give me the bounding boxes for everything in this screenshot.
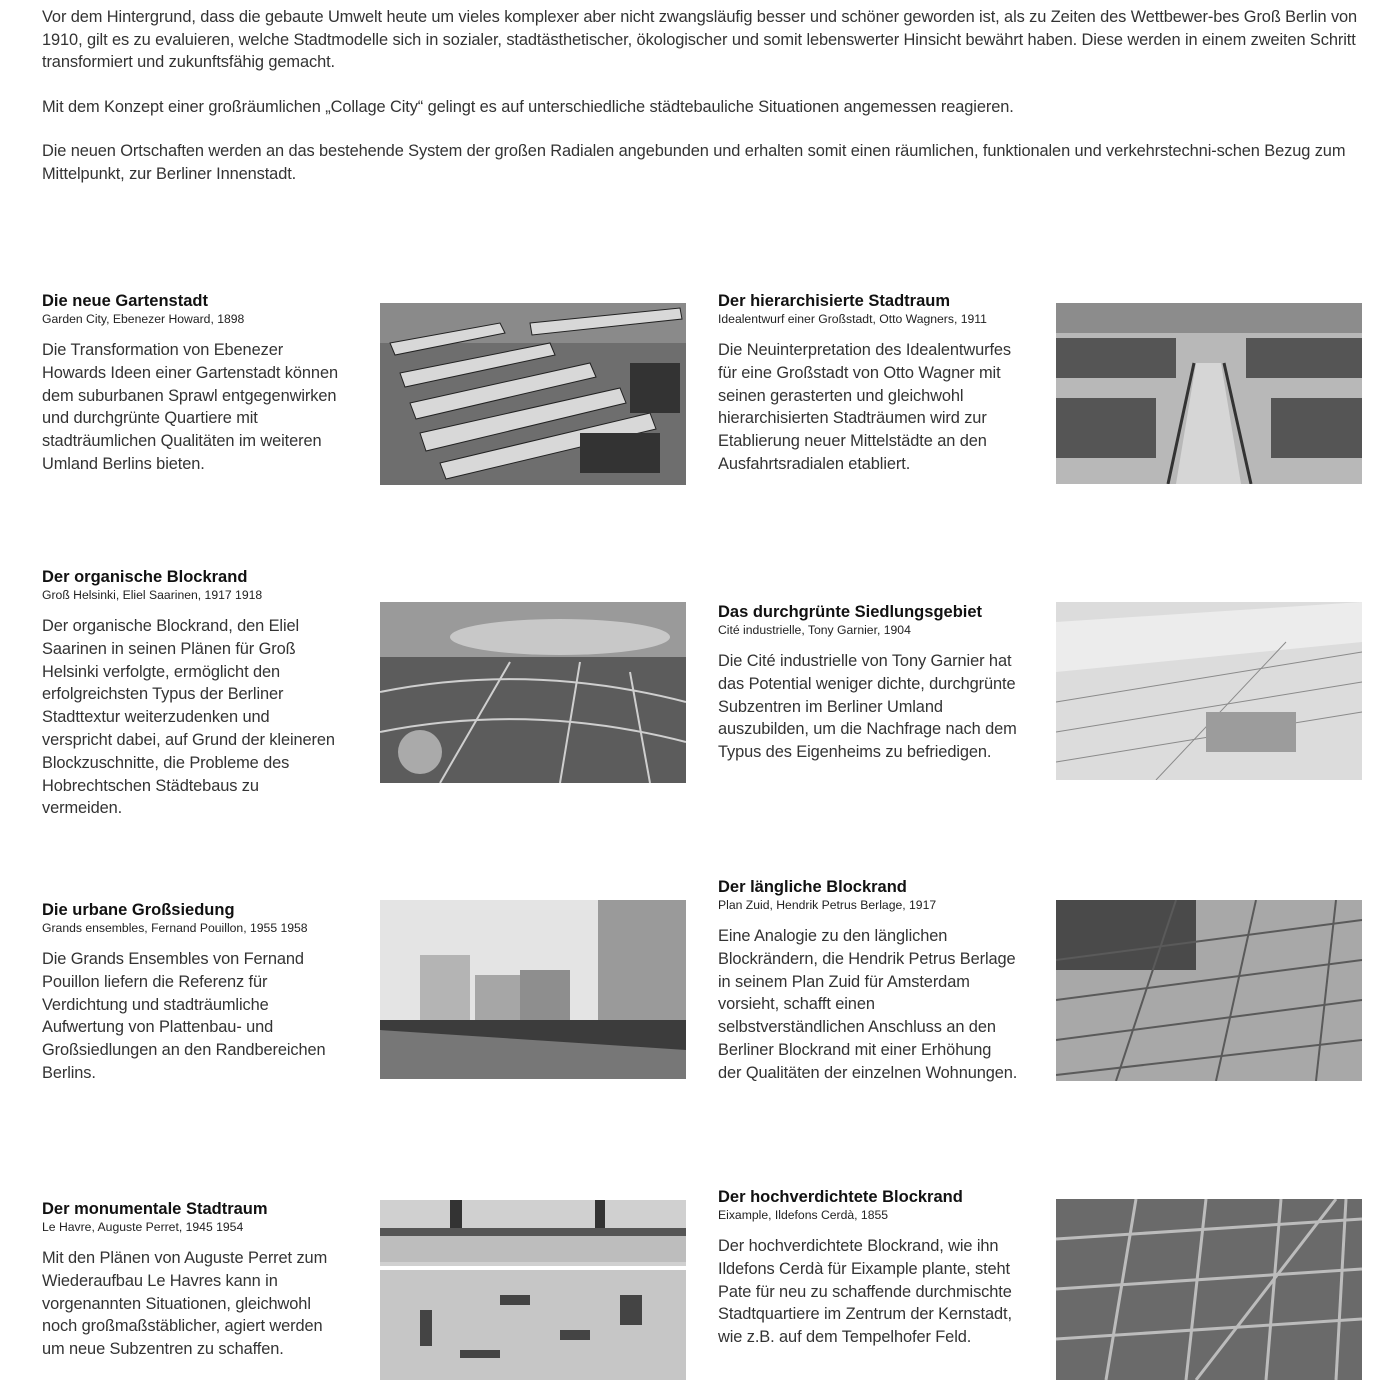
entry-subtitle: Idealentwurf einer Großstadt, Otto Wagners, 1911 [718,312,987,326]
intro-paragraph-3: Die neuen Ortschaften werden an das bestehende System der großen Radialen angebunden und erhalten somit einen räumlichen, funktionalen und verkehrstechni-schen Bezug zum Mittelpunkt, zur Berliner Innenstadt. [42,142,1346,183]
entry-title: Die neue Gartenstadt [42,292,208,310]
entry-title: Der hochverdichtete Blockrand [718,1188,963,1206]
entry-description: Mit den Plänen von Auguste Perret zum Wiederaufbau Le Havres kann in vorgenannten Situationen, gleichwohl noch großmaßstäblicher, agiert werden um neue Subzentren zu schaffen. [42,1249,328,1359]
entry-organische-blockrand [42,567,342,820]
entry-description: Der organische Blockrand, den Eliel Saarinen in seinen Plänen für Groß Helsinki verfolgte, ermöglicht den erfolgreichsten Typus der Berliner Stadttextur weiterzudenken und verspricht dabei, auf Grund der kleineren Blockzuschnitte, die Probleme des Hobrechtschen Städtebaus zu vermeiden. [42,617,335,818]
photo-garden-city-aerial [380,303,686,485]
entry-subtitle: Garden City, Ebenezer Howard, 1898 [42,312,245,326]
entry-title: Der hierarchisierte Stadtraum [718,292,951,310]
entry-title: Der längliche Blockrand [718,878,907,896]
entry-subtitle: Le Havre, Auguste Perret, 1945 1954 [42,1220,244,1234]
entry-subtitle: Cité industrielle, Tony Garnier, 1904 [718,623,911,637]
photo-le-havre [380,1200,686,1380]
photo-plan-zuid [1056,900,1362,1081]
entry-title: Der monumentale Stadtraum [42,1200,268,1218]
entry-description: Die Cité industrielle von Tony Garnier hat das Potential weniger dichte, durchgrünte Subzentren im Berliner Umland auszubilden, um die Nachfrage nach dem Typus des Eigenheims zu befriedigen. [718,652,1017,762]
photo-wagner-ideal-city [1056,303,1362,484]
entry-monumentale-stadtraum [42,1199,342,1361]
photo-grands-ensembles [380,900,686,1079]
entry-title: Die urbane Großsiedung [42,901,235,919]
entry-durchgruente-siedlungsgebiet [718,602,1018,764]
entry-description: Eine Analogie zu den länglichen Blockrändern, die Hendrik Petrus Berlage in seinem Plan Zuid für Amsterdam vorsieht, schafft einen selbstverständlichen Anschluss an den Berliner Blockrand mit einer Erhöhung der Qualitäten der einzelnen Wohnungen. [718,927,1018,1082]
entry-description: Die Grands Ensembles von Fernand Pouillon liefern die Referenz für Verdichtung und stadträumliche Aufwertung von Plattenbau- und Großsiedlungen an den Randbereichen Berlins. [42,950,326,1082]
intro-text [42,6,1358,208]
entry-gartenstadt [42,291,342,476]
entry-description: Die Neuinterpretation des Idealentwurfes für eine Großstadt von Otto Wagner mit seinen gerasterten und gleichwohl hierarchisierten Stadträumen wird zur Etablierung neuer Mittelstädte an den Ausfahrtsradialen etabliert. [718,341,1012,473]
entry-laengliche-blockrand [718,877,1018,1085]
photo-cite-industrielle [1056,602,1362,780]
entry-urbane-grosssiedung [42,900,342,1085]
intro-paragraph-1: Vor dem Hintergrund, dass die gebaute Umwelt heute um vieles komplexer aber nicht zwangsläufig besser und schöner geworden ist, als zu Zeiten des Wettbewer-bes Groß Berlin von 1910, gilt es zu evaluieren, welche Stadtmodelle sich in sozialer, stadtästhetischer, ökologischer und somit lebenswerter Hinsicht bewährt haben. Diese werden in einem zweiten Schritt transformiert und zukunftsfähig gemacht. [42,8,1358,72]
intro-paragraph-2: Mit dem Konzept einer großräumlichen „Collage City“ gelingt es auf unterschiedliche städtebauliche Situationen angemessen reagieren. [42,97,1014,116]
entry-description: Der hochverdichtete Blockrand, wie ihn Ildefons Cerdà für Eixample plante, steht Pate für neu zu schaffende durchmischte Stadtquartiere im Zentrum der Kernstadt, wie z.B. auf dem Tempelhofer Feld. [718,1237,1012,1347]
photo-eixample [1056,1199,1362,1380]
entry-title: Das durchgrünte Siedlungsgebiet [718,603,983,621]
entry-subtitle: Groß Helsinki, Eliel Saarinen, 1917 1918 [42,588,263,602]
entry-hierarchisierte-stadtraum [718,291,1018,476]
photo-gross-helsinki [380,602,686,783]
entry-description: Die Transformation von Ebenezer Howards Ideen einer Gartenstadt können dem suburbanen Sprawl entgegenwirken und durchgrünte Quartiere mit stadträumlichen Qualitäten im weiteren Umland Berlins bieten. [42,341,338,473]
entry-title: Der organische Blockrand [42,568,248,586]
entry-hochverdichtete-blockrand [718,1187,1018,1349]
entry-subtitle: Grands ensembles, Fernand Pouillon, 1955 1958 [42,921,308,935]
entry-subtitle: Plan Zuid, Hendrik Petrus Berlage, 1917 [718,898,937,912]
entry-subtitle: Eixample, Ildefons Cerdà, 1855 [718,1208,889,1222]
